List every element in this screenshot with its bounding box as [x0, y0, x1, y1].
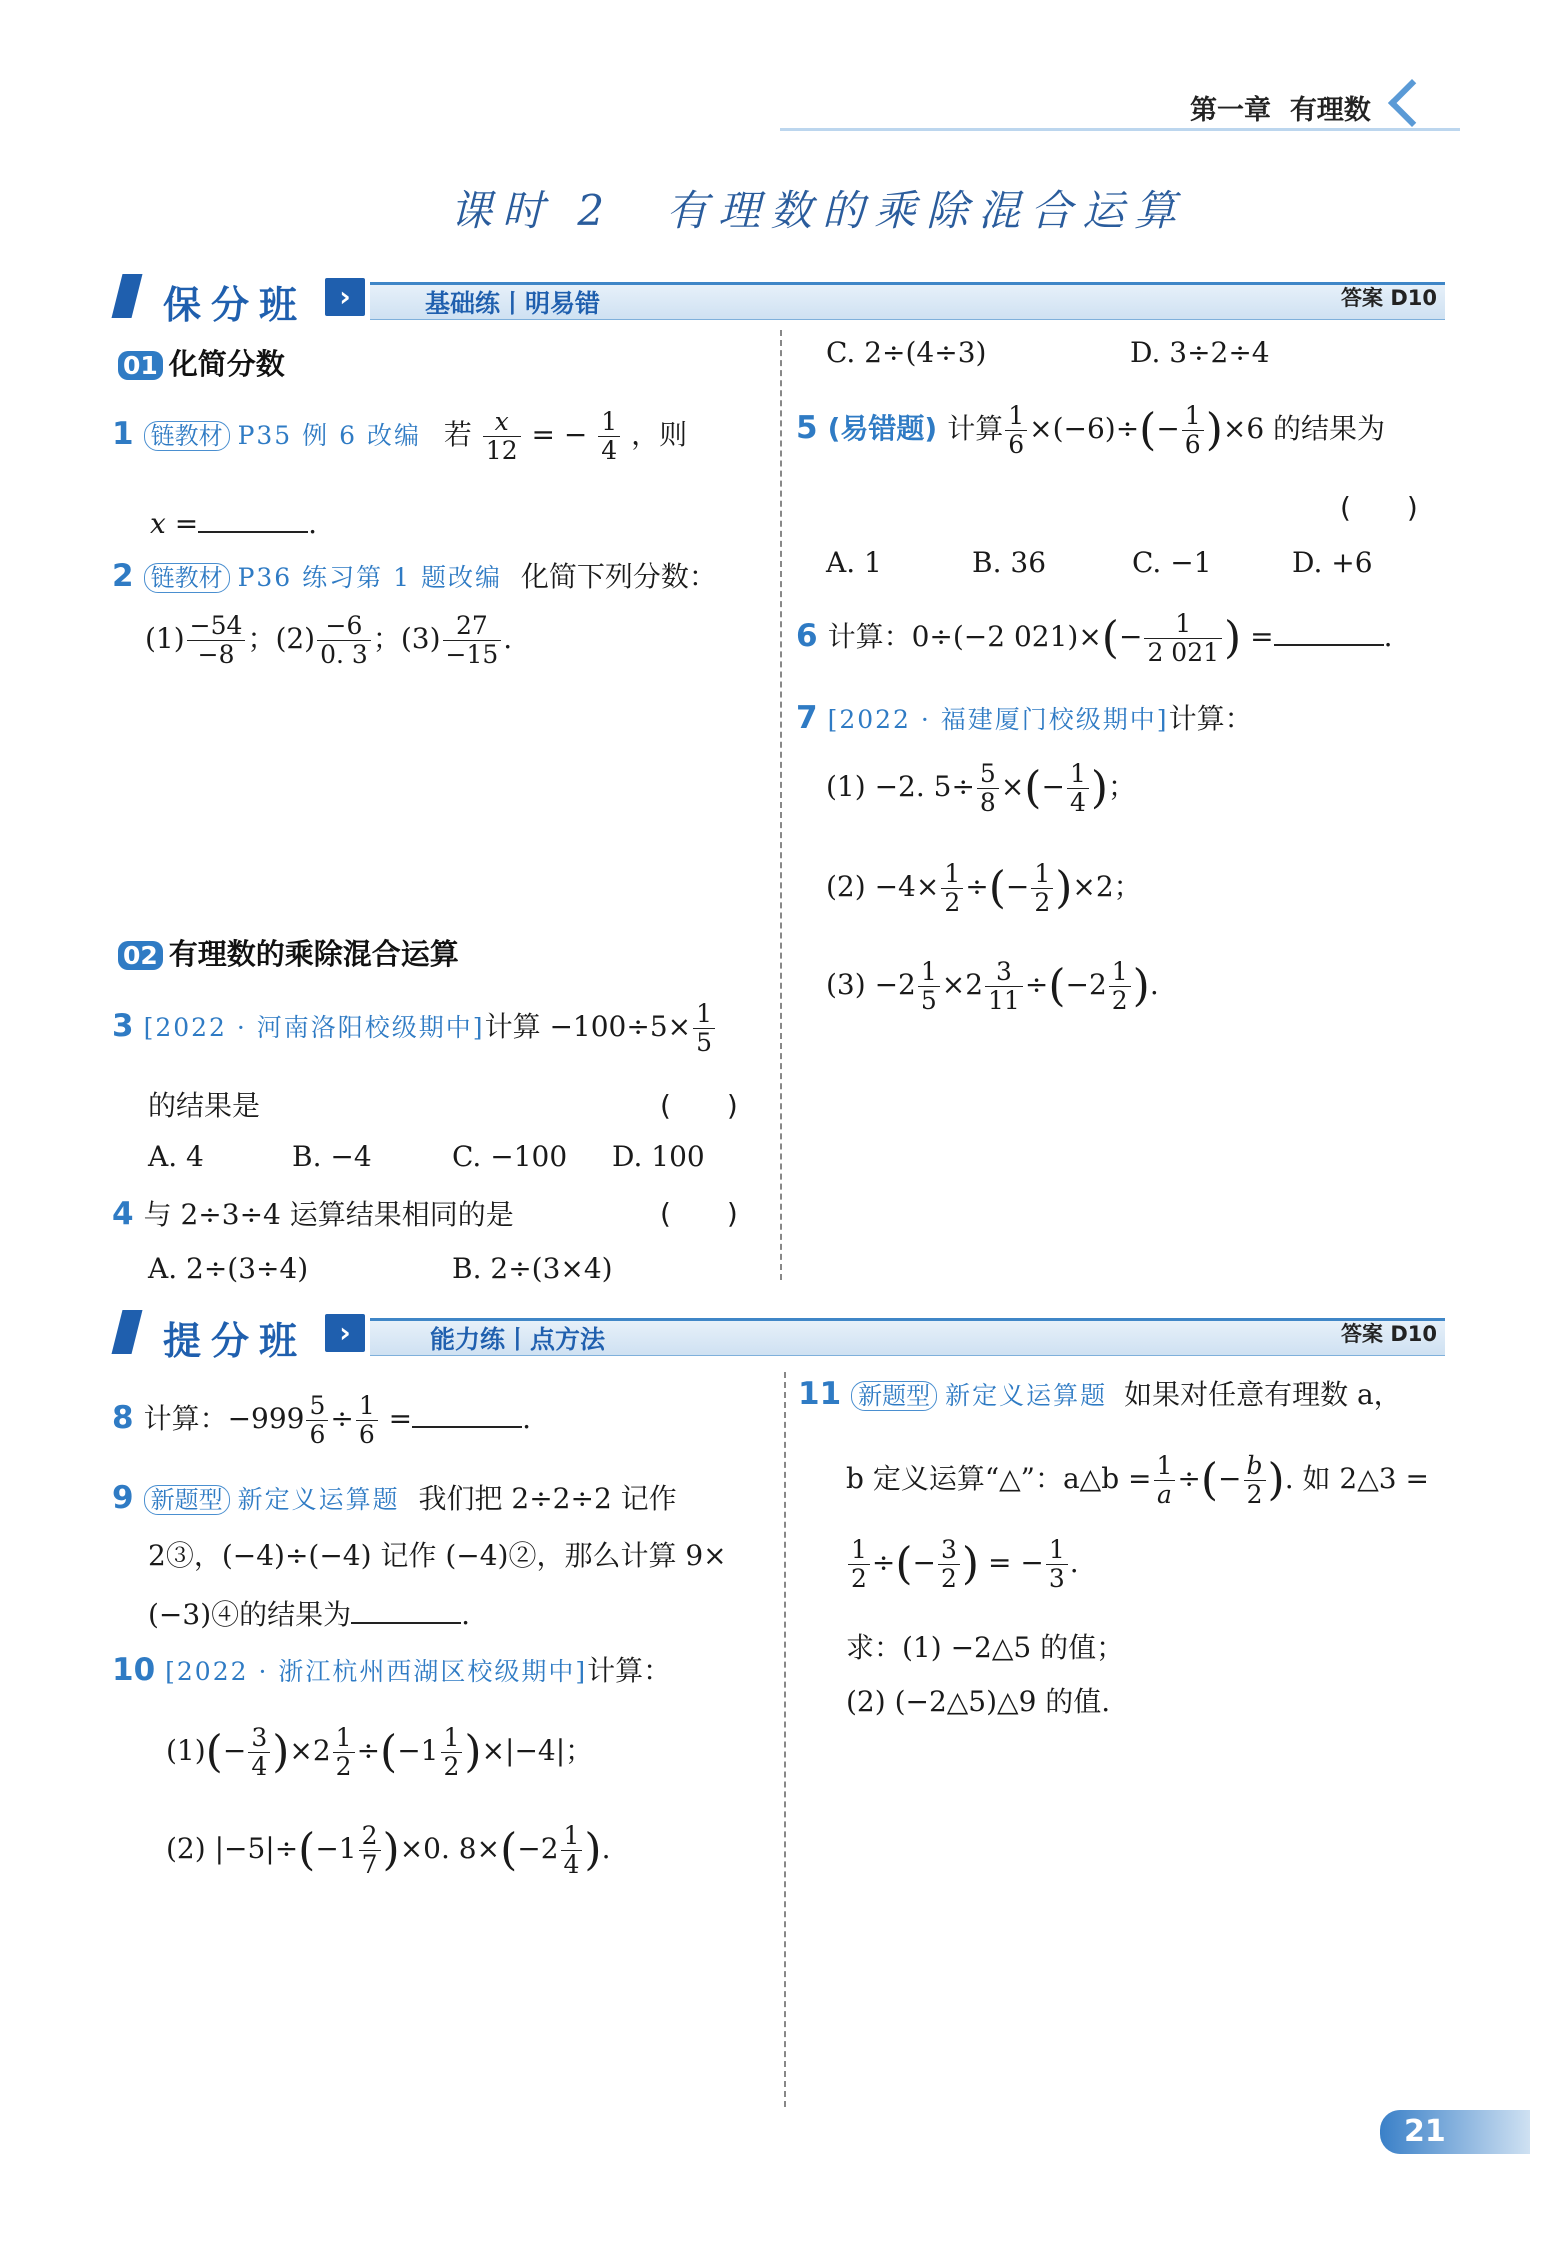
question-2-parts: (1) $\frac{-54}{-8}$ ；(2) $\frac{-6}{0. 3}$ ；(3) $\frac{27}{-15}$ . [145, 611, 513, 669]
answer-paren[interactable]: ( ) [1340, 491, 1418, 524]
question-7-part1: (1) −2. 5÷ $\frac{5}{8}$ ×(− $\frac{1}{4}$ )； [826, 759, 1137, 817]
answer-ref: 答案 D10 [1341, 286, 1437, 310]
section-band-basic [115, 272, 1445, 327]
question-8: 8 计算：−999 $\frac{5}{6}$ ÷ $\frac{1}{6}$ = . [112, 1391, 532, 1449]
chevron-right-icon: › [325, 278, 365, 316]
question-3-line2: 的结果是 [148, 1089, 261, 1122]
header-rule [780, 128, 1460, 131]
section-heading-02: 02 有理数的乘除混合运算 [118, 932, 459, 973]
page-number-tab [1380, 2110, 1530, 2154]
section-heading-01: 01 化简分数 [118, 342, 285, 383]
question-11-line3: $\frac{1}{2}$ ÷(− $\frac{3}{2}$ ) = − $\frac{1}{3}$ . [846, 1536, 1079, 1593]
chapter-label: 第一章 有理数 [1190, 95, 1371, 126]
question-9: 9 新题型 新定义运算题 我们把 2÷2÷2 记作 [112, 1480, 677, 1516]
page-number: 21 [1404, 2114, 1446, 2149]
band-name: 保分班 [163, 283, 308, 327]
option-d[interactable]: D. 3÷2÷4 [1130, 336, 1270, 369]
column-divider [780, 330, 782, 1280]
question-10-part1: (1)(− $\frac{3}{4}$ )×2 $\frac{1}{2}$ ÷(−1 $\frac{1}{2}$ )×|−4|； [166, 1723, 594, 1781]
option-d[interactable]: D. 100 [612, 1140, 705, 1173]
answer-blank[interactable] [412, 1400, 522, 1428]
option-a[interactable]: A. 1 [826, 546, 882, 579]
band-slash [112, 1310, 143, 1354]
question-3: 3 [2022 · 河南洛阳校级期中]计算 −100÷5× $\frac{1}{5}$ [112, 1000, 772, 1057]
band-subtitle: 基础练丨明易错 [425, 289, 601, 318]
answer-paren[interactable]: ( ) [660, 1089, 738, 1122]
answer-blank[interactable] [198, 505, 308, 533]
question-6: 6 计算：0÷(−2 021)×(− $\frac{1}{2 021}$ ) = . [796, 609, 1393, 667]
band-subtitle: 能力练丨点方法 [430, 1325, 606, 1354]
option-b[interactable]: B. 36 [972, 546, 1047, 579]
band-slash [112, 274, 143, 318]
option-d[interactable]: D. +6 [1292, 546, 1373, 579]
option-b[interactable]: B. −4 [292, 1140, 372, 1173]
question-4: 4 与 2÷3÷4 运算结果相同的是 [112, 1196, 514, 1232]
question-7: 7 [2022 · 福建厦门校级期中]计算： [796, 700, 1253, 736]
section-band-advanced [115, 1308, 1445, 1363]
question-11-ask1: 求：(1) −2△5 的值； [846, 1631, 1125, 1664]
question-9-line2: 2③，(−4)÷(−4) 记作 (−4)②，那么计算 9× [148, 1539, 727, 1572]
band-name: 提分班 [163, 1319, 308, 1363]
question-10-part2: (2) |−5|÷(−1 $\frac{2}{7}$ )×0. 8×(−2 $\frac{1}{4}$ ). [166, 1821, 611, 1879]
chevron-left-icon [1388, 79, 1436, 127]
option-c[interactable]: C. −100 [452, 1140, 568, 1173]
question-10: 10 [2022 · 浙江杭州西湖区校级期中]计算： [112, 1652, 672, 1688]
option-a[interactable]: A. 4 [148, 1140, 204, 1173]
chevron-right-icon: › [325, 1314, 365, 1352]
question-1: 1 链教材 P35 例 6 改编 若 $\frac{x}{12}$ = − $\frac{1}{4}$ ，则 [112, 407, 688, 465]
question-9-line3: (−3)④的结果为 . [148, 1598, 471, 1631]
answer-ref: 答案 D10 [1341, 1322, 1437, 1346]
column-divider [784, 1372, 786, 2107]
answer-blank[interactable] [1274, 618, 1384, 646]
option-c[interactable]: C. 2÷(4÷3) [826, 336, 987, 369]
answer-blank[interactable] [351, 1596, 461, 1624]
question-11-ask2: (2) (−2△5)△9 的值. [846, 1685, 1111, 1718]
question-7-part3: (3) −2 $\frac{1}{5}$ ×2 $\frac{3}{11}$ ÷(−2 $\frac{1}{2}$ ). [826, 957, 1159, 1015]
answer-paren[interactable]: ( ) [660, 1197, 738, 1230]
lesson-title: 课时 2 有理数的乘除混合运算 [450, 186, 1187, 235]
option-a[interactable]: A. 2÷(3÷4) [148, 1252, 309, 1285]
question-2: 2 链教材 P36 练习第 1 题改编 化简下列分数： [112, 558, 717, 594]
question-11: 11 新题型 新定义运算题 如果对任意有理数 a， [798, 1376, 1402, 1412]
question-11-line2: b 定义运算“△”：a△b = $\frac{1}{a}$ ÷(− $\frac{b}{2}$ ). 如 2△3 = [846, 1451, 1429, 1509]
option-b[interactable]: B. 2÷(3×4) [452, 1252, 613, 1285]
question-1-line2: x = . [150, 507, 318, 540]
question-5: 5 (易错题) 计算 $\frac{1}{6}$ ×(−6)÷(− $\frac{1}{6}$ )×6 的结果为 [796, 401, 1386, 459]
question-7-part2: (2) −4× $\frac{1}{2}$ ÷(− $\frac{1}{2}$ )×2； [826, 859, 1142, 917]
option-c[interactable]: C. −1 [1132, 546, 1212, 579]
